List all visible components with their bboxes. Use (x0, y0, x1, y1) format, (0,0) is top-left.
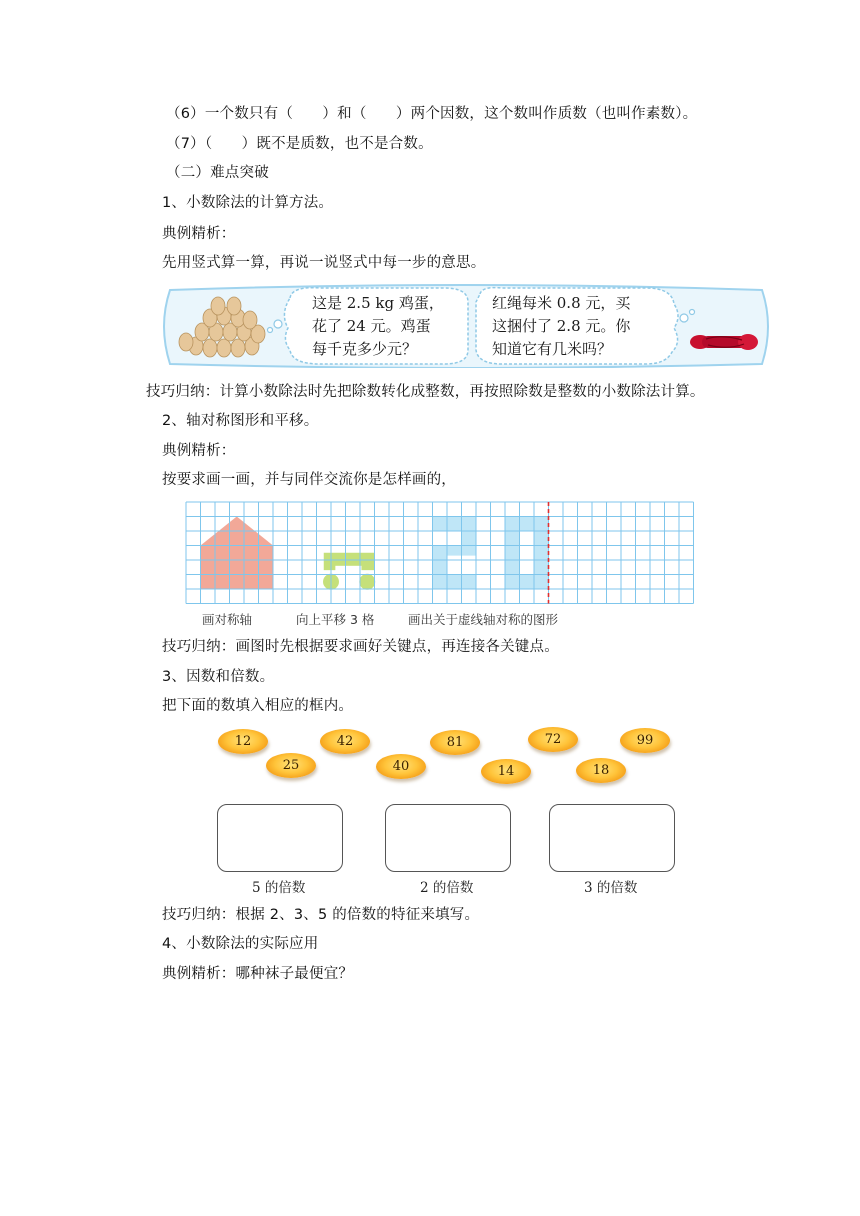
left-bubble-line-1: 这是 2.5 kg 鸡蛋， (312, 294, 444, 312)
illustration-background (162, 284, 772, 368)
multiples-of-3-box[interactable] (549, 804, 675, 872)
left-bubble-line-2: 花了 24 元。鸡蛋 (312, 317, 431, 335)
prompt-2: 按要求画一画，并与同伴交流你是怎样画的， (162, 472, 456, 488)
number-coin: 99 (620, 728, 670, 753)
number-coin: 40 (376, 754, 426, 779)
example-4: 典例精析：哪种袜子最便宜？ (162, 966, 354, 982)
grid-drawing-figure (184, 500, 704, 630)
example-label-1: 典例精析： (162, 226, 236, 242)
number-coin: 72 (528, 727, 578, 752)
question-6: （6）一个数只有（ ）和（ ）两个因数，这个数叫作质数（也叫作素数）。 (166, 106, 698, 122)
caption-translate-up: 向上平移 3 格 (296, 612, 375, 627)
section-heading: （二）难点突破 (166, 165, 269, 181)
number-coin: 25 (266, 753, 316, 778)
topic-1-heading: 1、小数除法的计算方法。 (162, 195, 334, 211)
prompt-1: 先用竖式算一算，再说一说竖式中每一步的意思。 (162, 255, 486, 271)
number-coin: 18 (576, 758, 626, 783)
right-bubble-line-1: 红绳每米 0.8 元，买 (492, 294, 631, 312)
cart-gap (335, 566, 361, 575)
multiples-of-5-box[interactable] (217, 804, 343, 872)
number-coin: 81 (430, 730, 480, 755)
square-grid (184, 500, 704, 608)
left-bubble-line-3: 每千克多少元？ (312, 340, 418, 358)
right-bubble-line-2: 这捆付了 2.8 元。你 (492, 317, 631, 335)
caption-reflect: 画出关于虚线轴对称的图形 (408, 612, 559, 627)
prompt-3: 把下面的数填入相应的框内。 (162, 698, 354, 714)
right-bubble-line-3: 知道它有几米吗？ (492, 340, 613, 358)
example-label-2: 典例精析： (162, 443, 236, 459)
tip-2: 技巧归纳：画图时先根据要求画好关键点，再连接各关键点。 (162, 639, 559, 655)
tip-3: 技巧归纳：根据 2、3、5 的倍数的特征来填写。 (162, 907, 480, 923)
multiples-of-2-box[interactable] (385, 804, 511, 872)
number-coin: 42 (320, 729, 370, 754)
digit-zero-half-shape (505, 517, 549, 590)
number-coin: 12 (218, 729, 268, 754)
multiples-of-2-label: 2 的倍数 (420, 880, 474, 896)
caption-draw-axis: 画对称轴 (202, 612, 253, 627)
house-shape (201, 517, 274, 590)
word-problem-illustration (162, 284, 772, 368)
tip-1: 技巧归纳：计算小数除法时先把除数转化成整数，再按照除数是整数的小数除法计算。 (146, 384, 705, 400)
question-7: （7）（ ）既不是质数，也不是合数。 (166, 136, 433, 152)
topic-4-heading: 4、小数除法的实际应用 (162, 936, 319, 952)
number-coin: 14 (481, 759, 531, 784)
topic-2-heading: 2、轴对称图形和平移。 (162, 413, 319, 429)
red-rope-icon (690, 334, 758, 350)
digit-two-shape (433, 517, 477, 590)
multiples-of-5-label: 5 的倍数 (252, 880, 306, 896)
topic-3-heading: 3、因数和倍数。 (162, 669, 275, 685)
cart-wheel-right (359, 574, 375, 590)
multiples-of-3-label: 3 的倍数 (584, 880, 638, 896)
